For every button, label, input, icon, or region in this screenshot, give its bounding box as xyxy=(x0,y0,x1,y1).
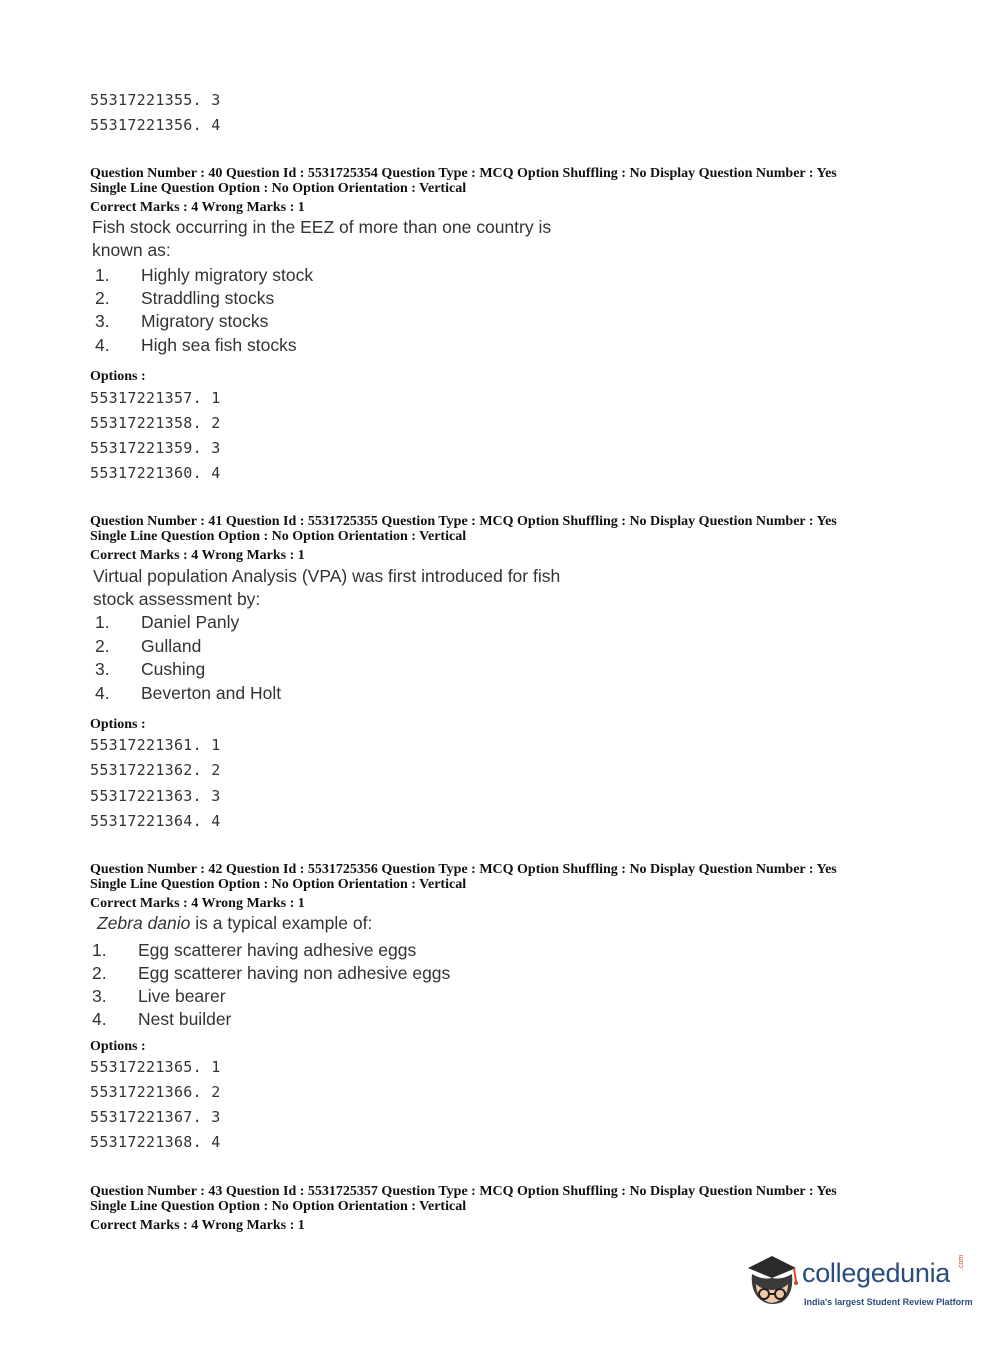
question-43-meta xyxy=(90,1184,837,1214)
options-label: Options : xyxy=(90,369,146,384)
question-meta-line: Question Number : 41 Question Id : 5531725355 Question Type : MCQ Option Shuffling : No Display Question Number : Yes xyxy=(90,514,837,529)
question-43-marks: Correct Marks : 4 Wrong Marks : 1 xyxy=(90,1218,305,1233)
question-meta-line: Question Number : 43 Question Id : 5531725357 Question Type : MCQ Option Shuffling : No Display Question Number : Yes xyxy=(90,1184,837,1199)
choice-label: Migratory stocks xyxy=(141,311,269,331)
question-text-line: Virtual population Analysis (VPA) was first introduced for fish xyxy=(93,566,561,586)
choice-number: 4. xyxy=(95,335,110,355)
question-meta-line: Single Line Question Option : No Option Orientation : Vertical xyxy=(90,181,467,196)
collegedunia-logo xyxy=(742,1250,972,1320)
choice-number: 4. xyxy=(95,683,110,703)
question-40-choice xyxy=(95,288,274,309)
option-id: 55317221357. 1 xyxy=(90,389,221,407)
question-42-choice xyxy=(92,940,416,961)
question-40-choice xyxy=(95,335,297,356)
question-text-line: Fish stock occurring in the EEZ of more than one country is xyxy=(92,217,552,237)
question-40-text xyxy=(92,216,551,262)
question-41-meta xyxy=(90,514,837,544)
choice-label: Live bearer xyxy=(138,986,226,1006)
choice-label: Gulland xyxy=(141,636,202,656)
choice-label: Beverton and Holt xyxy=(141,683,282,703)
question-42-choice xyxy=(92,963,450,984)
choice-number: 1. xyxy=(92,940,107,960)
question-41-marks: Correct Marks : 4 Wrong Marks : 1 xyxy=(90,548,305,563)
choice-number: 4. xyxy=(92,1009,107,1029)
question-42-text xyxy=(97,912,372,935)
question-41-text xyxy=(93,565,560,611)
choice-label: Daniel Panly xyxy=(141,612,240,632)
question-42-choice xyxy=(92,986,226,1007)
choice-number: 2. xyxy=(92,963,107,983)
choice-number: 1. xyxy=(95,612,110,632)
option-id: 55317221366. 2 xyxy=(90,1083,221,1101)
question-meta-line: Single Line Question Option : No Option Orientation : Vertical xyxy=(90,529,467,544)
option-id: 55317221359. 3 xyxy=(90,439,221,457)
question-text-line: is a typical example of: xyxy=(190,913,373,933)
option-id: 55317221361. 1 xyxy=(90,736,221,754)
question-40-marks: Correct Marks : 4 Wrong Marks : 1 xyxy=(90,200,305,215)
question-meta-line: Single Line Question Option : No Option Orientation : Vertical xyxy=(90,1199,467,1214)
question-text-line: known as: xyxy=(92,240,171,260)
question-meta-line: Single Line Question Option : No Option Orientation : Vertical xyxy=(90,877,467,892)
logo-tagline: India's largest Student Review Platform xyxy=(804,1297,973,1307)
choice-number: 3. xyxy=(95,311,110,331)
question-42-meta xyxy=(90,862,837,892)
option-id: 55317221356. 4 xyxy=(90,116,221,134)
choice-label: Nest builder xyxy=(138,1009,232,1029)
choice-label: Highly migratory stock xyxy=(141,265,314,285)
species-name: Zebra danio xyxy=(97,913,191,933)
option-id: 55317221368. 4 xyxy=(90,1133,221,1151)
question-text-line: stock assessment by: xyxy=(93,589,261,609)
choice-label: Egg scatterer having adhesive eggs xyxy=(138,940,417,960)
choice-number: 1. xyxy=(95,265,110,285)
choice-number: 2. xyxy=(95,288,110,308)
question-42-marks: Correct Marks : 4 Wrong Marks : 1 xyxy=(90,896,305,911)
student-mascot-icon xyxy=(742,1250,804,1312)
choice-number: 3. xyxy=(92,986,107,1006)
option-id: 55317221365. 1 xyxy=(90,1058,221,1076)
option-id: 55317221367. 3 xyxy=(90,1108,221,1126)
question-41-choice xyxy=(95,636,201,657)
option-id: 55317221363. 3 xyxy=(90,787,221,805)
option-id: 55317221358. 2 xyxy=(90,414,221,432)
question-40-meta xyxy=(90,166,837,196)
question-42-choice xyxy=(92,1009,231,1030)
choice-label: Egg scatterer having non adhesive eggs xyxy=(138,963,451,983)
choice-label: High sea fish stocks xyxy=(141,335,297,355)
option-id: 55317221355. 3 xyxy=(90,91,221,109)
logo-suffix: .com xyxy=(958,1254,965,1270)
choice-label: Straddling stocks xyxy=(141,288,275,308)
question-meta-line: Question Number : 40 Question Id : 5531725354 Question Type : MCQ Option Shuffling : No Display Question Number : Yes xyxy=(90,166,837,181)
question-meta-line: Question Number : 42 Question Id : 5531725356 Question Type : MCQ Option Shuffling : No Display Question Number : Yes xyxy=(90,862,837,877)
question-40-choice xyxy=(95,311,268,332)
options-label: Options : xyxy=(90,717,146,732)
choice-label: Cushing xyxy=(141,659,206,679)
option-id: 55317221364. 4 xyxy=(90,812,221,830)
option-id: 55317221362. 2 xyxy=(90,761,221,779)
choice-number: 2. xyxy=(95,636,110,656)
question-41-choice xyxy=(95,683,281,704)
logo-wordmark: collegedunia xyxy=(802,1258,951,1288)
question-41-choice xyxy=(95,612,239,633)
option-id: 55317221360. 4 xyxy=(90,464,221,482)
question-40-choice xyxy=(95,265,313,286)
options-label: Options : xyxy=(90,1039,146,1054)
choice-number: 3. xyxy=(95,659,110,679)
question-41-choice xyxy=(95,659,205,680)
